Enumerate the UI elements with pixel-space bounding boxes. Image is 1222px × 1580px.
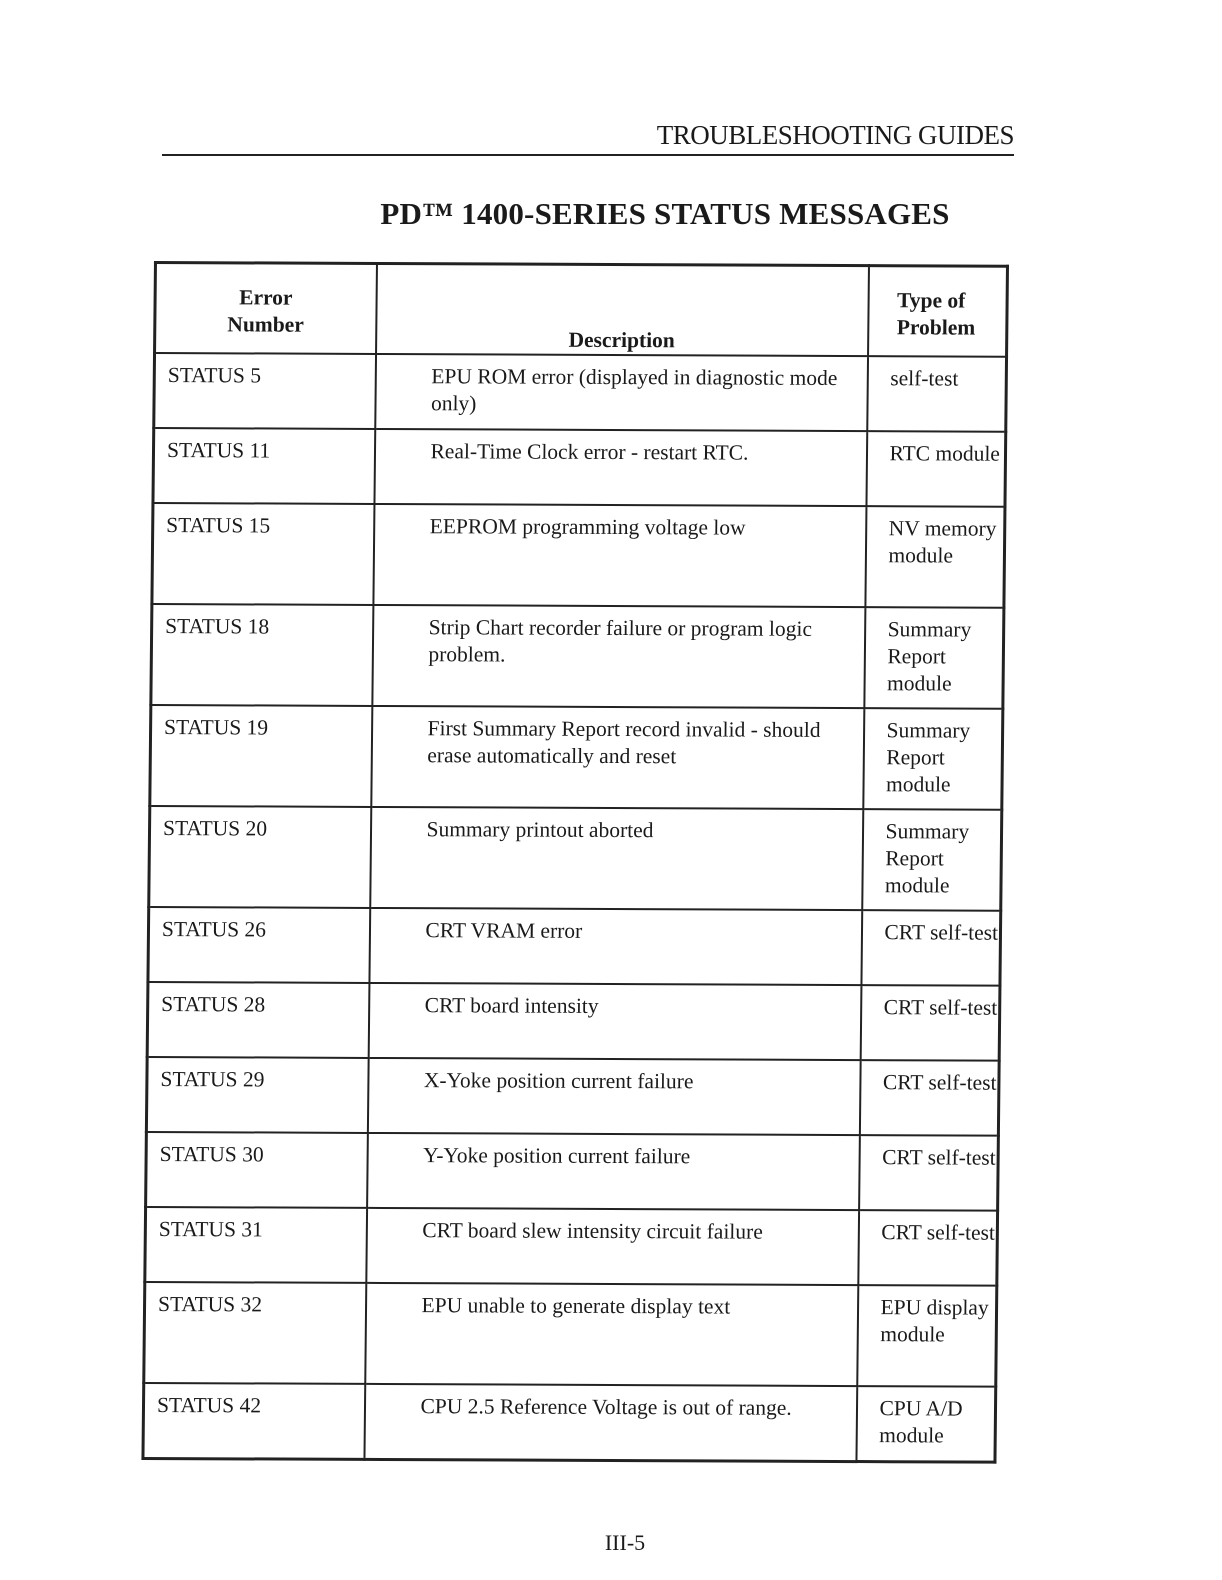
description-cell: CRT board slew intensity circuit failure [366,1208,859,1285]
table-row [153,428,1006,507]
error-number-cell: STATUS 42 [143,1383,365,1459]
description-cell: EEPROM programming voltage low [373,504,866,607]
problem-type-cell: CRT self-test [861,910,1001,986]
description-cell: Real-Time Clock error - restart RTC. [374,429,867,506]
header-type-of-problem: Type of Problem [868,266,1008,357]
page-title: PD™ 1400-SERIES STATUS MESSAGES [380,196,950,231]
description-cell: Strip Chart recorder failure or program logic problem. [372,605,865,708]
problem-type-cell: RTC module [866,431,1006,507]
error-number-cell: STATUS 18 [151,604,373,706]
description-cell: Y-Yoke position current failure [367,1133,860,1210]
page-header: TROUBLESHOOTING GUIDES [162,118,1014,156]
table-row [151,604,1004,709]
description-cell: X-Yoke position current failure [367,1058,860,1135]
description-cell: First Summary Report record invalid - should erase automatically and reset [371,706,864,809]
table-header-row [155,263,1008,357]
table-row [148,907,1001,986]
status-messages-table [141,261,1009,1463]
description-cell: CPU 2.5 Reference Voltage is out of range. [364,1384,857,1461]
problem-type-cell: EPU display module [857,1285,997,1387]
problem-type-cell: CRT self-test [859,1060,999,1136]
error-number-cell: STATUS 31 [145,1207,367,1283]
table-row [154,353,1007,432]
table-row [145,1207,998,1286]
problem-type-cell: CRT self-test [860,985,1000,1061]
problem-type-cell: CPU A/D module [856,1386,996,1462]
table-row [144,1282,997,1387]
problem-type-cell: CRT self-test [858,1210,998,1286]
error-number-cell: STATUS 5 [154,353,376,429]
description-cell: EPU ROM error (displayed in diagnostic mode only) [375,354,868,431]
table-row [146,1132,999,1211]
description-cell: Summary printout aborted [370,807,863,910]
error-number-cell: STATUS 20 [149,806,371,908]
error-number-cell: STATUS 28 [147,982,369,1058]
description-cell: CRT VRAM error [369,908,862,985]
table-row [152,503,1005,608]
error-number-cell: STATUS 29 [146,1057,368,1133]
error-number-cell: STATUS 15 [152,503,374,605]
page-number: III-5 [604,1530,646,1555]
status-table-container [141,261,1006,1463]
error-number-cell: STATUS 11 [153,428,375,504]
description-cell: EPU unable to generate display text [365,1283,858,1386]
description-cell: CRT board intensity [368,983,861,1060]
error-number-cell: STATUS 32 [144,1282,366,1384]
header-error-number: Error Number [155,263,377,354]
table-row [150,705,1003,810]
problem-type-cell: Summary Report module [864,607,1004,709]
problem-type-cell: self-test [867,356,1007,432]
table-row [147,982,1000,1061]
table-row [143,1383,996,1462]
error-number-cell: STATUS 26 [148,907,370,983]
table-row [149,806,1002,911]
table-row [146,1057,999,1136]
error-number-cell: STATUS 30 [146,1132,368,1208]
error-number-cell: STATUS 19 [150,705,372,807]
problem-type-cell: NV memory module [865,506,1005,608]
problem-type-cell: Summary Report module [863,708,1003,810]
problem-type-cell: Summary Report module [862,809,1002,911]
header-description: Description [376,263,869,356]
problem-type-cell: CRT self-test [859,1135,999,1211]
